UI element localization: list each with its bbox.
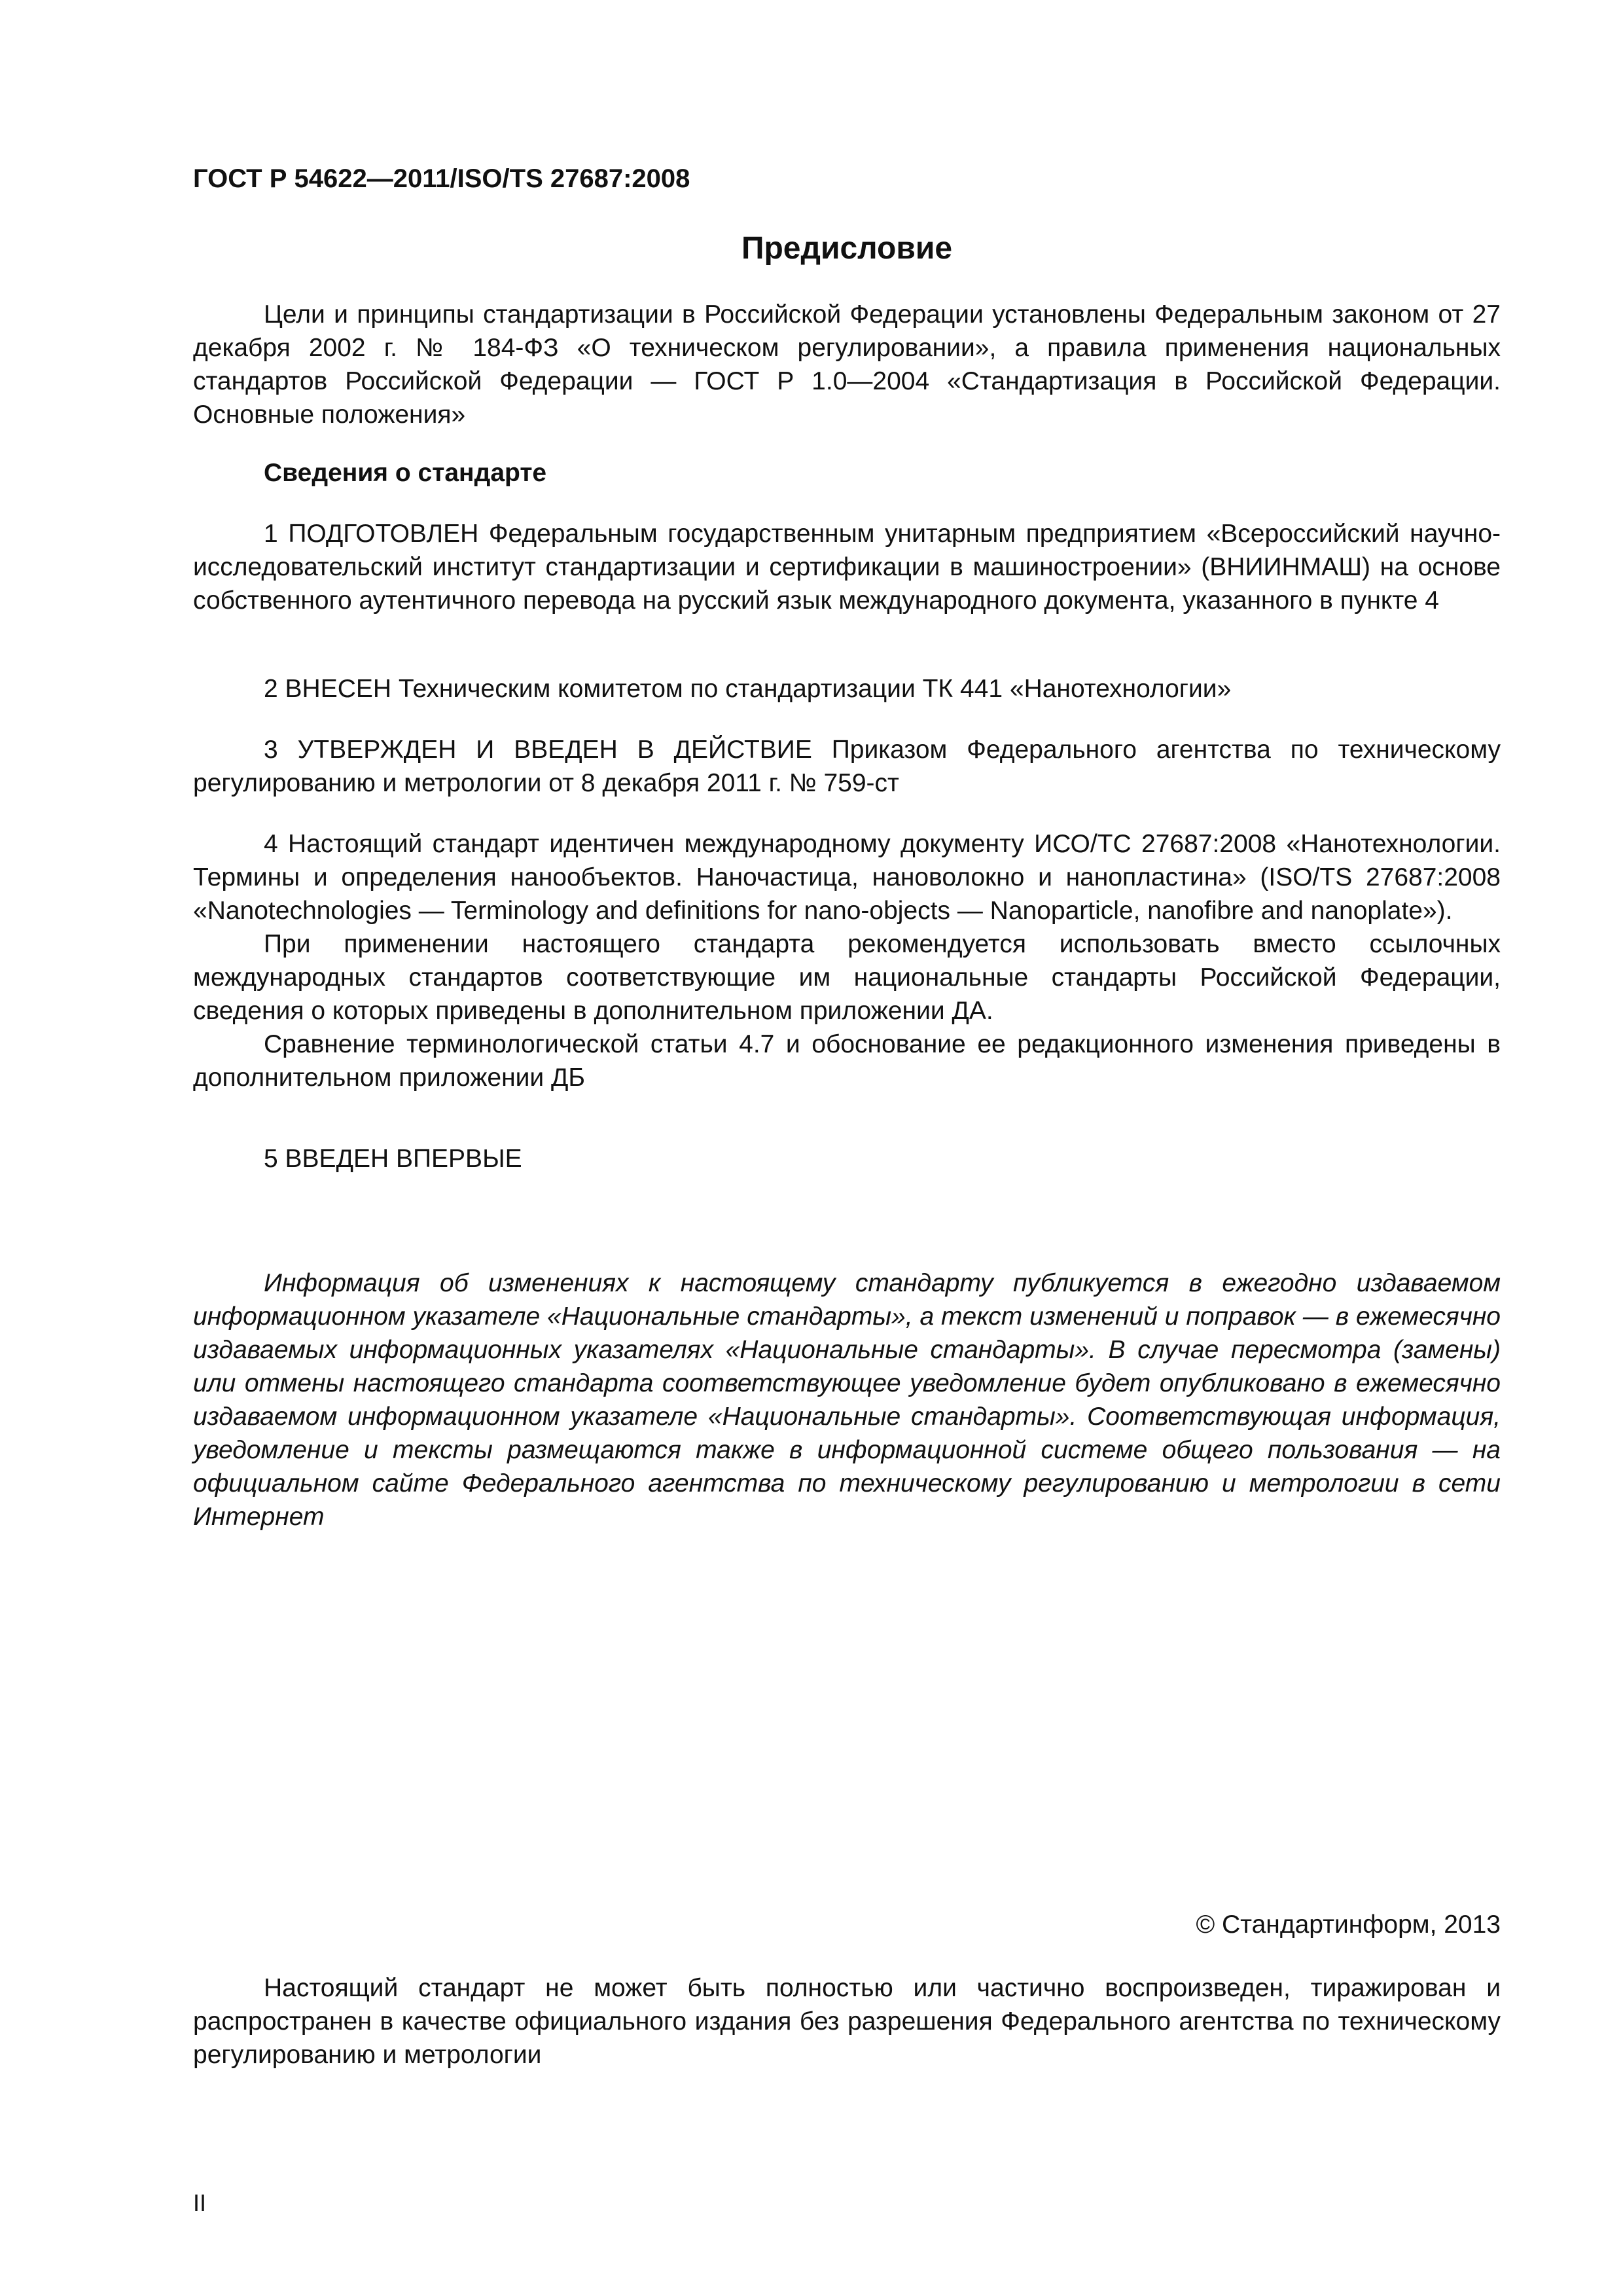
page-number: II [193, 2189, 207, 2216]
intro-paragraph: Цели и принципы стандартизации в Российской Федерации установлены Федеральным законом от 27 декабря 2002 г. № 184-ФЗ «О техническом регулировании», а правила применения национальных стандартов Российской Федерации — ГОСТ Р 1.0—2004 «Стандартизация в Российской Федерации. Основные положения» [193, 300, 1501, 429]
item-1-paragraph: 1 ПОДГОТОВЛЕН Федеральным государственным унитарным предприятием «Всероссийский научно-исследовательский институт стандартизации и сертификации в машиностроении» (ВНИИНМАШ) на основе собственного аутентичного перевода на русский язык международного документа, указанного в пункте 4 [193, 520, 1501, 615]
item-3-paragraph: 3 УТВЕРЖДЕН И ВВЕДЕН В ДЕЙСТВИЕ Приказом Федерального агентства по техническому регулированию и метрологии от 8 декабря 2011 г. № 759-ст [193, 736, 1501, 797]
standard-info-heading: Сведения о стандарте [264, 459, 547, 487]
item-5-paragraph: 5 ВВЕДЕН ВПЕРВЫЕ [264, 1145, 522, 1173]
changes-notice-section [193, 1266, 1501, 1534]
document-code-header: ГОСТ Р 54622—2011/ISO/TS 27687:2008 [193, 164, 690, 193]
item-5-section [193, 1142, 1501, 1175]
item-2-paragraph: 2 ВНЕСЕН Техническим комитетом по стандартизации ТК 441 «Нанотехнологии» [264, 675, 1232, 703]
page-title: Предисловие [741, 231, 953, 266]
changes-notice-paragraph: Информация об изменениях к настоящему стандарту публикуется в ежегодно издаваемом информационном указателе «Национальные стандарты», а текст изменений и поправок — в ежемесячно издаваемых информационных указателях «Национальные стандарты». В случае пересмотра (замены) или отмены настоящего стандарта соответствующее уведомление будет опубликовано в ежемесячно издаваемом информационном указателе «Национальные стандарты». Соответствующая информация, уведомление и тексты размещаются также в информационной системе общего пользования — на официальном сайте Федерального агентства по техническому регулированию и метрологии в сети Интернет [193, 1269, 1501, 1531]
item-4-paragraph-1: 4 Настоящий стандарт идентичен международному документу ИСО/ТС 27687:2008 «Нанотехнологии. Термины и определения нанообъектов. Наночастица, нановолокно и нанопластина» (ISO/TS 27687:2008 «Nanotechnologies — Terminology and definitions for nano-objects — Nanoparticle, nanofibre and nanoplate»). [193, 830, 1501, 925]
intro-section [193, 298, 1501, 431]
copyright-notice: © Стандартинформ, 2013 [1196, 1910, 1501, 1939]
item-4-paragraph-3: Сравнение терминологической статьи 4.7 и обоснование ее редакционного изменения приведены в дополнительном приложении ДБ [193, 1030, 1501, 1092]
item-1-section [193, 517, 1501, 617]
item-4-section [193, 827, 1501, 1094]
reproduction-restriction-paragraph: Настоящий стандарт не может быть полностью или частично воспроизведен, тиражирован и распространен в качестве официального издания без разрешения Федерального агентства по техническому регулированию и метрологии [193, 1974, 1501, 2069]
item-4-paragraph-2: При применении настоящего стандарта рекомендуется использовать вместо ссылочных международных стандартов соответствующие им национальные стандарты Российской Федерации, сведения о которых приведены в дополнительном приложении ДА. [193, 930, 1501, 1025]
reproduction-restriction-section [193, 1971, 1501, 2072]
item-2-section [193, 672, 1501, 706]
item-3-section [193, 733, 1501, 800]
